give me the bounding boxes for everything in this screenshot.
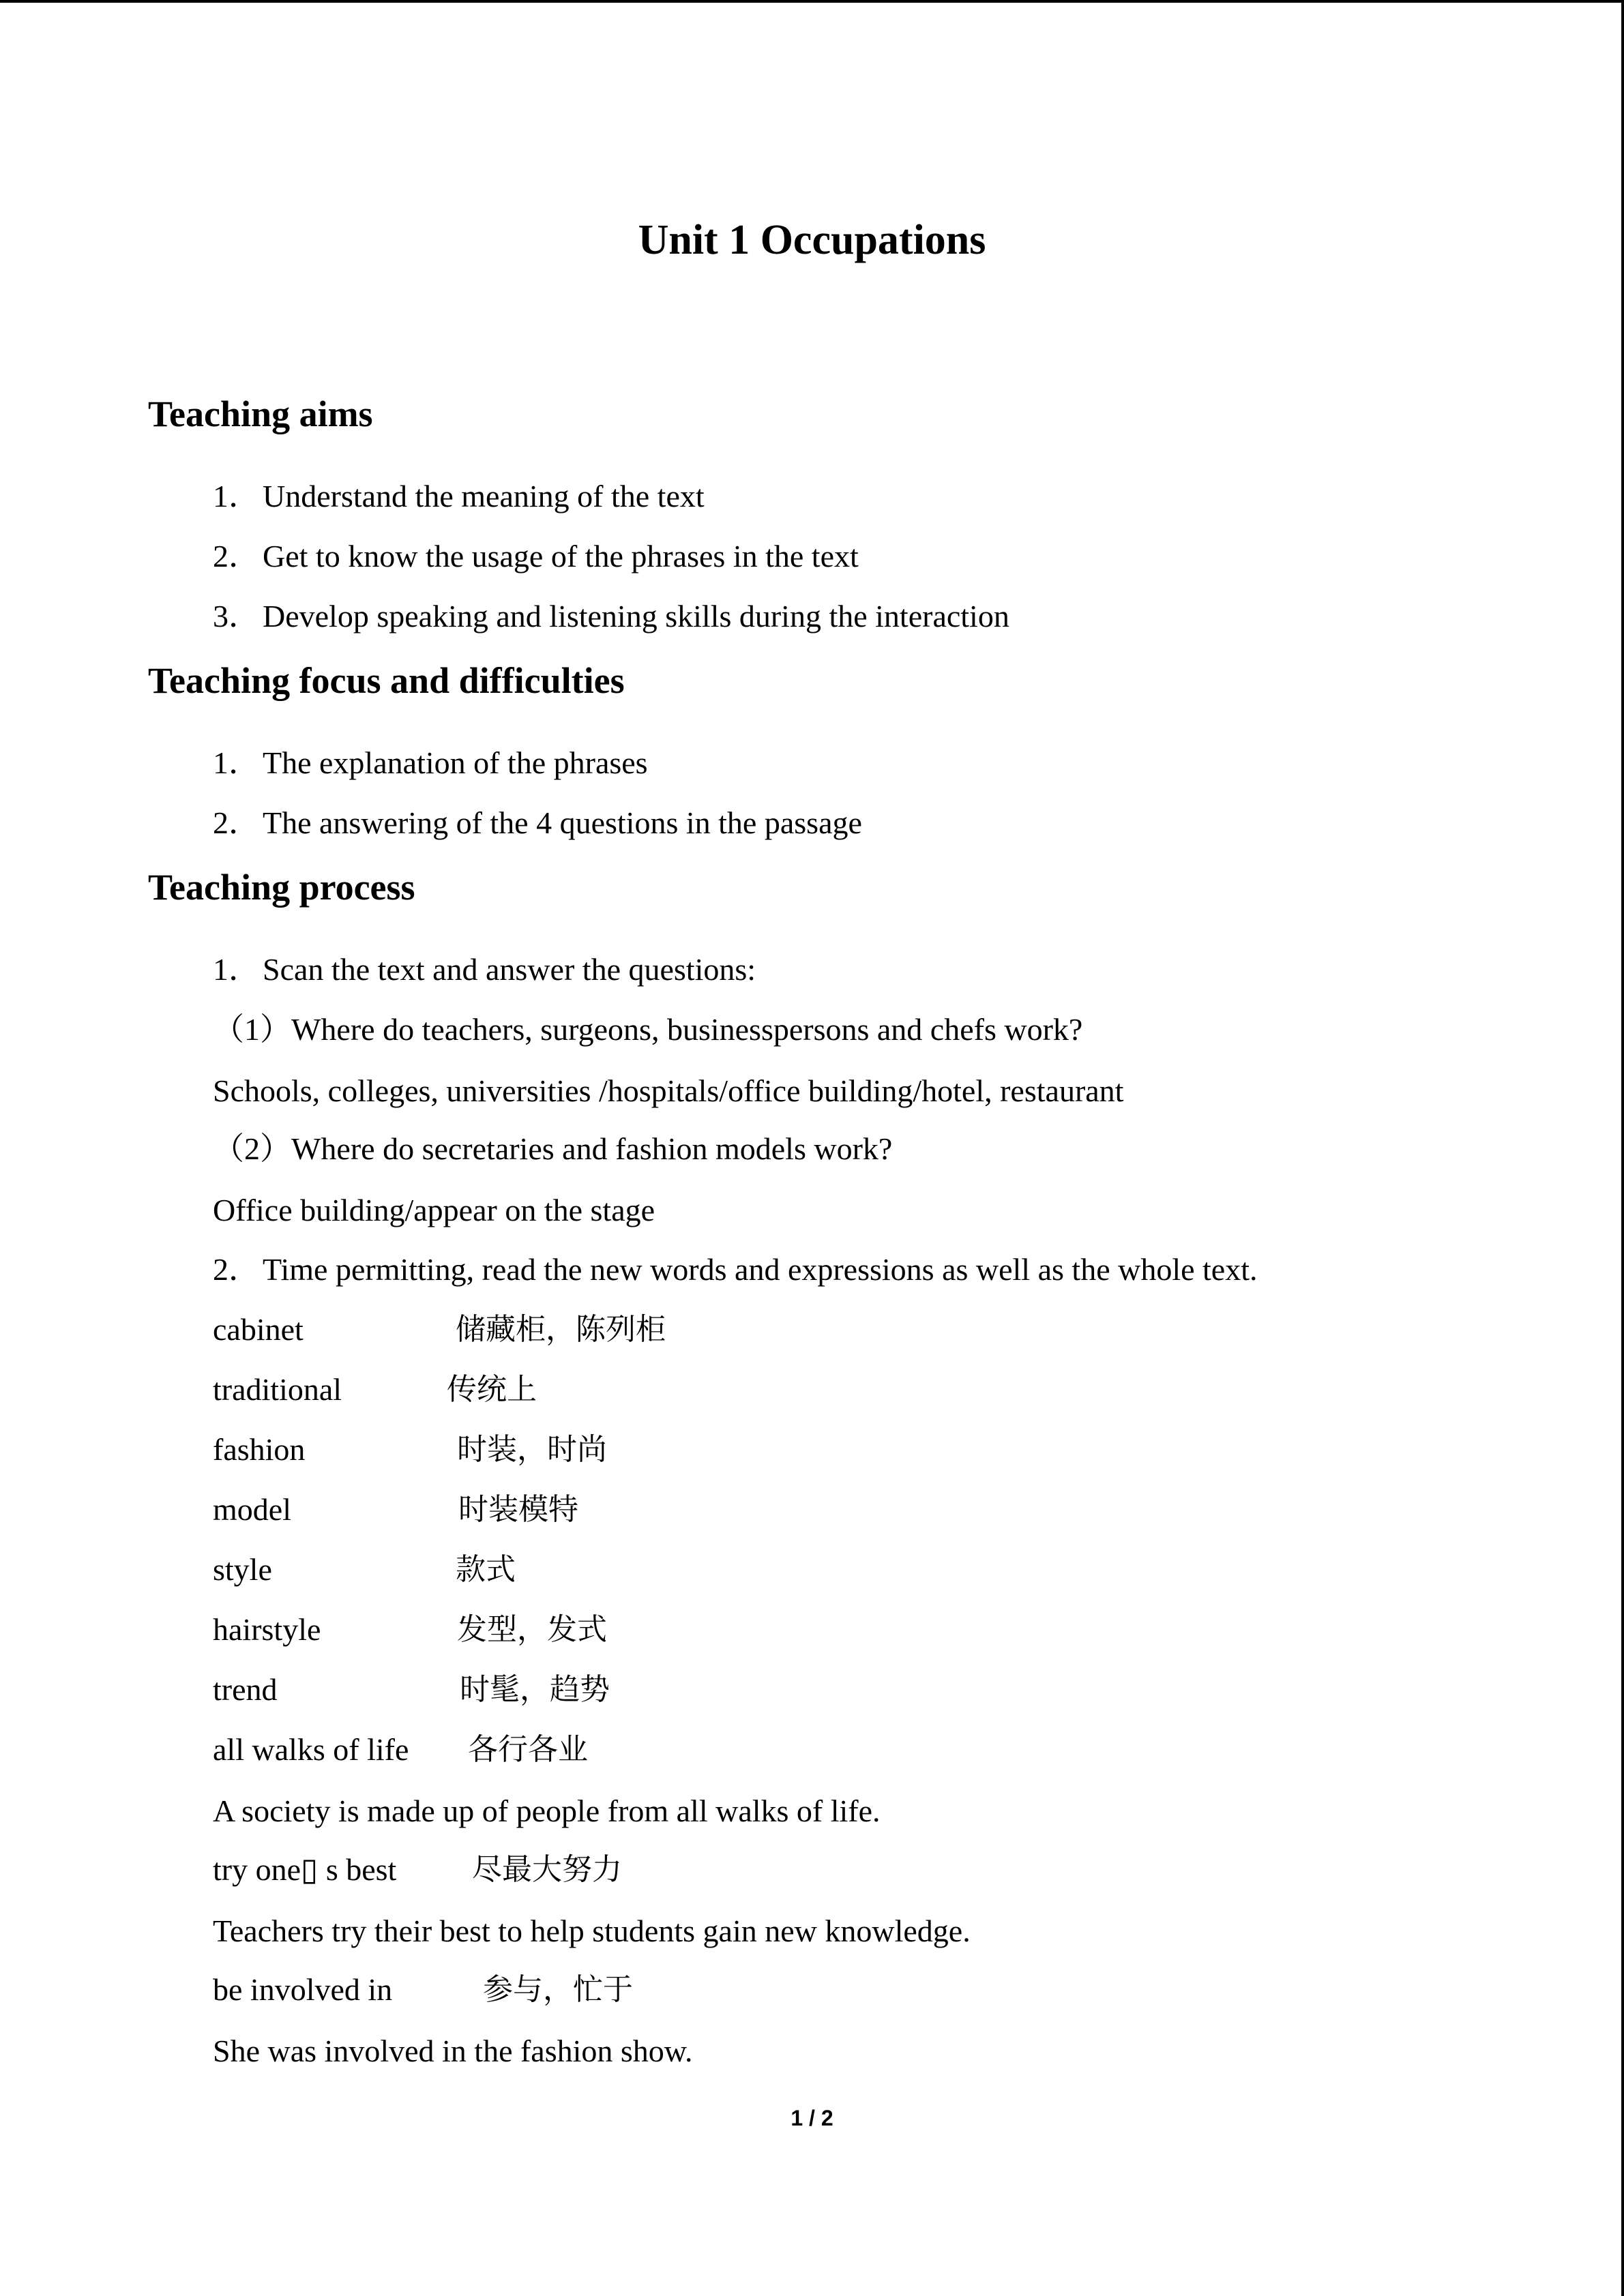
vocab-translation: 时装，时尚	[457, 1432, 607, 1467]
vocab-term: hairstyle	[213, 1612, 321, 1647]
aims-item-3	[213, 596, 1009, 637]
process-step-2-num: 2．	[213, 1252, 260, 1287]
aims-item-2-num: 2．	[213, 539, 260, 573]
vocab-term: traditional	[213, 1372, 342, 1407]
focus-item-1-num: 1．	[213, 745, 260, 780]
page-title: Unit 1 Occupations	[638, 217, 986, 263]
phrase-term: be involved in	[213, 1972, 393, 2007]
page-top-border	[0, 0, 1624, 3]
vocab-translation: 储藏柜，陈列柜	[456, 1312, 666, 1347]
aims-item-1-num: 1．	[213, 479, 260, 513]
process-step-1-num: 1．	[213, 952, 260, 987]
vocab-term: cabinet	[213, 1312, 304, 1347]
example-sentence-3: She was involved in the fashion show.	[213, 2033, 693, 2068]
aims-item-1-text: Understand the meaning of the text	[263, 479, 705, 513]
aims-item-2-text: Get to know the usage of the phrases in the text	[263, 539, 859, 573]
aims-item-2	[213, 536, 859, 577]
process-step-2	[213, 1249, 1258, 1290]
vocab-term: model	[213, 1492, 291, 1527]
phrase-translation: 参与，忙于	[483, 1972, 633, 2007]
aims-item-3-text: Develop speaking and listening skills during the interaction	[263, 599, 1009, 633]
example-sentence-1: A society is made up of people from all walks of life.	[213, 1793, 881, 1828]
question-2: （2）Where do secretaries and fashion models work?	[213, 1131, 893, 1166]
section-heading-aims: Teaching aims	[148, 393, 373, 434]
vocab-term: all walks of life	[213, 1732, 409, 1767]
vocab-term: fashion	[213, 1432, 306, 1467]
section-heading-process: Teaching process	[148, 867, 415, 908]
phrase-term: try one▯ s best	[213, 1852, 397, 1887]
answer-2: Office building/appear on the stage	[213, 1193, 655, 1227]
vocab-term: style	[213, 1552, 272, 1587]
focus-item-2-num: 2．	[213, 805, 260, 840]
focus-item-2	[213, 803, 862, 844]
vocab-translation: 发型，发式	[457, 1612, 607, 1647]
vocab-translation: 时髦，趋势	[460, 1672, 610, 1707]
page-number: 1 / 2	[791, 2106, 833, 2130]
section-heading-focus: Teaching focus and difficulties	[148, 660, 625, 701]
phrase-translation: 尽最大努力	[472, 1852, 622, 1887]
focus-item-1-text: The explanation of the phrases	[263, 745, 648, 780]
page-right-border	[1621, 0, 1624, 2296]
aims-item-3-num: 3．	[213, 599, 260, 633]
question-1: （1）Where do teachers, surgeons, businesspersons and chefs work?	[213, 1012, 1083, 1047]
answer-1: Schools, colleges, universities /hospitals/office building/hotel, restaurant	[213, 1073, 1124, 1108]
process-step-2-text: Time permitting, read the new words and expressions as well as the whole text.	[263, 1252, 1258, 1287]
example-sentence-2: Teachers try their best to help students gain new knowledge.	[213, 1913, 971, 1948]
vocab-translation: 款式	[456, 1552, 516, 1587]
aims-item-1	[213, 476, 705, 517]
vocab-term: trend	[213, 1672, 278, 1707]
focus-item-1	[213, 743, 648, 784]
vocab-translation: 各行各业	[468, 1732, 588, 1767]
vocab-translation: 时装模特	[458, 1492, 578, 1527]
vocab-translation: 传统上	[447, 1372, 537, 1407]
process-step-1-text: Scan the text and answer the questions:	[263, 952, 756, 987]
focus-item-2-text: The answering of the 4 questions in the passage	[263, 805, 862, 840]
process-step-1	[213, 949, 756, 990]
